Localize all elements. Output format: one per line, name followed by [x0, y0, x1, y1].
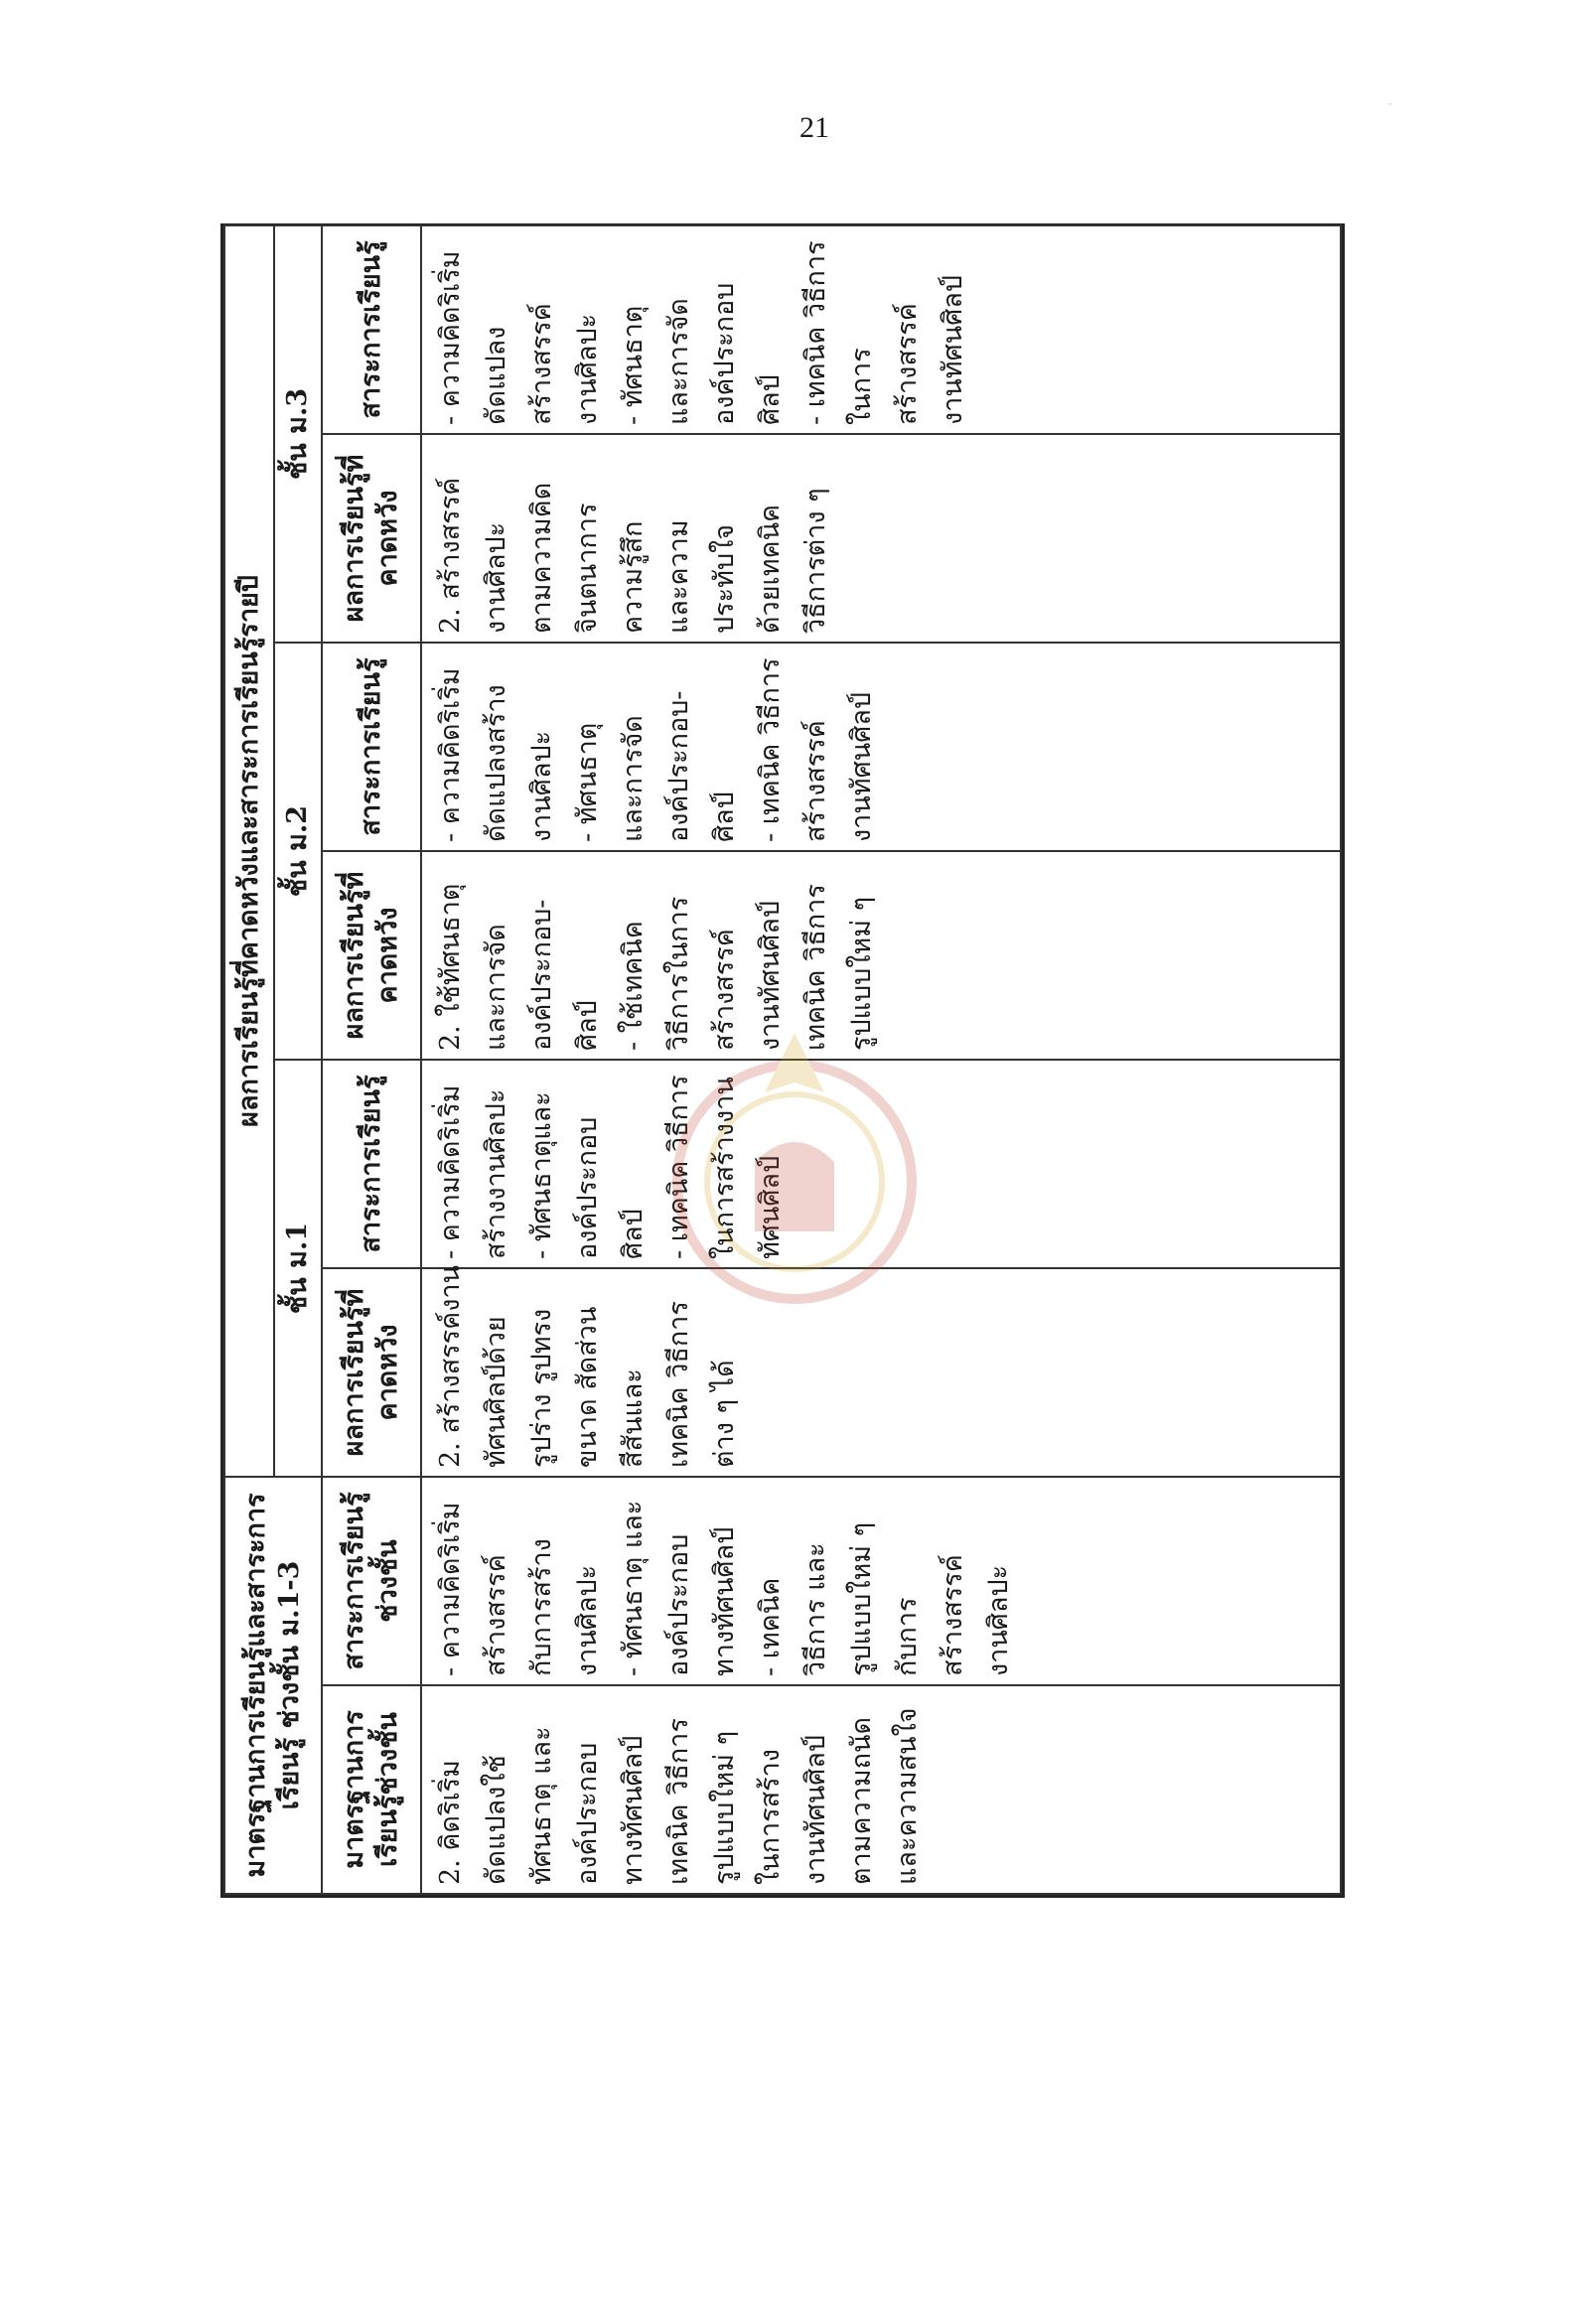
cell-text-line: ตามความถนัด: [846, 1716, 877, 1885]
cell-text-line: ความรู้สึก: [618, 520, 649, 634]
cell-text-line: องค์ประกอบ: [709, 282, 740, 425]
cell-text-line: - ความคิดริเริ่ม: [435, 1084, 466, 1259]
cell-text-line: งานทัศนศิลป์: [800, 1734, 831, 1885]
cell-text-line: - ความคิดริเริ่ม: [435, 667, 466, 842]
cell-text-line: ศิลป์: [572, 1000, 603, 1051]
cell-text-line: งานศิลปะ: [481, 521, 511, 634]
cell-text-line: ศิลป์: [755, 374, 786, 425]
cell-text-line: องค์ประกอบ-: [663, 690, 694, 842]
cell-text-line: ทางทัศนศิลป์: [709, 1526, 740, 1676]
cell-text-line: ศิลป์: [709, 792, 740, 842]
cell-text-line: รูปแบบใหม่ ๆ: [846, 1521, 877, 1676]
cell-m3-content: [421, 225, 1341, 434]
cell-text-line: 2. คิดริเริ่ม: [435, 1760, 466, 1885]
cell-text-line: สร้างสรรค์: [481, 1554, 511, 1676]
cell-text-line: ขนาด สัดส่วน: [572, 1306, 603, 1468]
cell-text-line: - ทัศนธาตุ: [618, 305, 649, 425]
cell-text-line: งานทัศนศิลป์: [755, 900, 786, 1051]
cell-text-line: ดัดแปลงสร้าง: [481, 684, 511, 842]
cell-text-line: องค์ประกอบ: [572, 1116, 603, 1259]
cell-text-line: งานศิลปะ: [526, 730, 557, 842]
cell-text-line: สร้างสรรค์: [938, 1554, 968, 1676]
cell-text-line: องค์ประกอบ: [572, 1742, 603, 1885]
cell-text-line: - เทคนิค วิธีการ: [663, 1075, 694, 1259]
cell-text-line: สร้างสรรค์: [526, 303, 557, 425]
cell-text-line: และการจัด: [481, 924, 511, 1051]
cell-text-line: งานศิลปะ: [983, 1564, 1014, 1676]
header-col-m3-outcome: ผลการเรียนรู้ที่คาดหวัง: [322, 434, 421, 643]
cell-text-line: - เทคนิค วิธีการ: [755, 657, 786, 842]
rotated-table-wrapper: [223, 226, 1342, 1895]
cell-text-line: ด้วยเทคนิค: [755, 504, 786, 634]
header-grade-m2: ชั้น ม.2: [274, 643, 322, 1060]
header-grade-m1: ชั้น ม.1: [274, 1060, 322, 1477]
header-col-m1-content: สาระการเรียนรู้: [322, 1060, 421, 1268]
cell-text-line: งานทัศนศิลป์: [846, 691, 877, 842]
cell-m3-outcome: [421, 434, 1341, 643]
cell-text-line: ต่าง ๆ ได้: [709, 1360, 740, 1468]
cell-text-line: - ความคิดริเริ่ม: [435, 250, 466, 425]
cell-text-line: สร้างสรรค์: [709, 929, 740, 1051]
cell-text-line: องค์ประกอบ-: [526, 899, 557, 1051]
header-col-m2-outcome: ผลการเรียนรู้ที่คาดหวัง: [322, 851, 421, 1060]
cell-text-line: งานทัศนศิลป์: [938, 274, 968, 425]
cell-text-line: - ความคิดริเริ่ม: [435, 1502, 466, 1676]
cell-text-line: เทคนิค วิธีการ: [800, 884, 831, 1051]
cell-m1-content: [421, 1060, 1341, 1268]
cell-text-line: ในการ: [846, 348, 877, 425]
page-number: 21: [799, 111, 829, 144]
cell-text-line: - ทัศนธาตุและ: [526, 1091, 557, 1259]
cell-text-line: 2. ใช้ทัศนธาตุ: [435, 883, 466, 1051]
cell-content-range: [421, 1477, 1341, 1685]
cell-text-line: ศิลป์: [618, 1209, 649, 1259]
cell-m2-outcome: [421, 851, 1341, 1060]
header-col-m3-content: สาระการเรียนรู้: [322, 225, 421, 434]
cell-text-line: - ทัศนธาตุ: [572, 722, 603, 842]
cell-text-line: ทัศนศิลป์: [755, 1155, 786, 1259]
cell-text-line: ตามความคิด: [526, 482, 557, 634]
cell-text-line: ทางทัศนศิลป์: [618, 1735, 649, 1885]
cell-text-line: ดัดแปลง: [481, 326, 511, 425]
header-grade-m3: ชั้น ม.3: [274, 225, 322, 643]
cell-text-line: 2. สร้างสรรค์: [435, 477, 466, 634]
cell-text-line: 2. สร้างสรรค์งาน: [435, 1264, 466, 1468]
cell-text-line: วิธีการต่าง ๆ: [800, 488, 831, 634]
cell-text-line: และการจัด: [663, 298, 694, 425]
cell-text-line: และความ: [663, 519, 694, 634]
cell-text-line: กับการ: [892, 1597, 923, 1676]
cell-text-line: ทัศนศิลป์ด้วย: [481, 1316, 511, 1468]
cell-standard: [421, 1685, 1341, 1894]
cell-text-line: - ใช้เทคนิค: [618, 921, 649, 1051]
cell-text-line: สีสันและ: [618, 1368, 649, 1468]
cell-text-line: ในการสร้าง: [755, 1749, 786, 1885]
cell-text-line: เทคนิค วิธีการ: [663, 1718, 694, 1885]
cell-text-line: รูปร่าง รูปทรง: [526, 1308, 557, 1468]
cell-text-line: สร้างสรรค์: [892, 303, 923, 425]
cell-text-line: - ทัศนธาตุ และ: [618, 1500, 649, 1676]
cell-text-line: เทคนิค วิธีการ: [663, 1301, 694, 1468]
cell-text-line: - เทคนิค: [755, 1577, 786, 1676]
cell-text-line: และความสนใจ: [892, 1707, 923, 1885]
header-col-m2-content: สาระการเรียนรู้: [322, 643, 421, 851]
cell-text-line: งานศิลปะ: [572, 1564, 603, 1676]
cell-text-line: จินตนาการ: [572, 503, 603, 634]
cell-text-line: และการจัด: [618, 715, 649, 842]
cell-text-line: ดัดแปลงใช้: [481, 1755, 511, 1885]
cell-text-line: งานศิลปะ: [572, 313, 603, 425]
cell-text-line: รูปแบบใหม่ ๆ: [846, 896, 877, 1051]
cell-m1-outcome: [421, 1264, 1341, 1477]
cell-text-line: องค์ประกอบ: [663, 1533, 694, 1676]
cell-text-line: ประทับใจ: [709, 523, 740, 634]
header-col-content-range: สาระการเรียนรู้ช่วงชั้น: [322, 1477, 421, 1685]
cell-text-line: สร้างงานศิลปะ: [481, 1088, 511, 1259]
header-col-standard: มาตรฐานการเรียนรู้ช่วงชั้น: [322, 1685, 421, 1894]
header-col-m1-outcome: ผลการเรียนรู้ที่คาดหวัง: [322, 1268, 421, 1477]
cell-text-line: ทัศนธาตุ และ: [526, 1726, 557, 1885]
cell-text-line: รูปแบบใหม่ ๆ: [709, 1730, 740, 1885]
scan-mark: ·: [1388, 97, 1392, 111]
header-outcomes-group: ผลการเรียนรู้ที่คาดหวังและสาระการเรียนรู้รายปี: [224, 225, 274, 1477]
cell-text-line: ในการสร้างงาน: [709, 1077, 740, 1259]
cell-text-line: วิธีการ และ: [800, 1542, 831, 1676]
header-standards-group: มาตรฐานการเรียนรู้และสาระการเรียนรู้ ช่วงชั้น ม.1-3: [224, 1477, 322, 1894]
cell-text-line: สร้างสรรค์: [800, 720, 831, 842]
cell-text-line: กับการสร้าง: [526, 1538, 557, 1676]
curriculum-table: [220, 223, 1345, 1898]
cell-text-line: วิธีการในการ: [663, 896, 694, 1051]
standards-table: [223, 224, 1342, 1895]
cell-text-line: - เทคนิค วิธีการ: [800, 240, 831, 425]
cell-m2-content: [421, 643, 1341, 851]
